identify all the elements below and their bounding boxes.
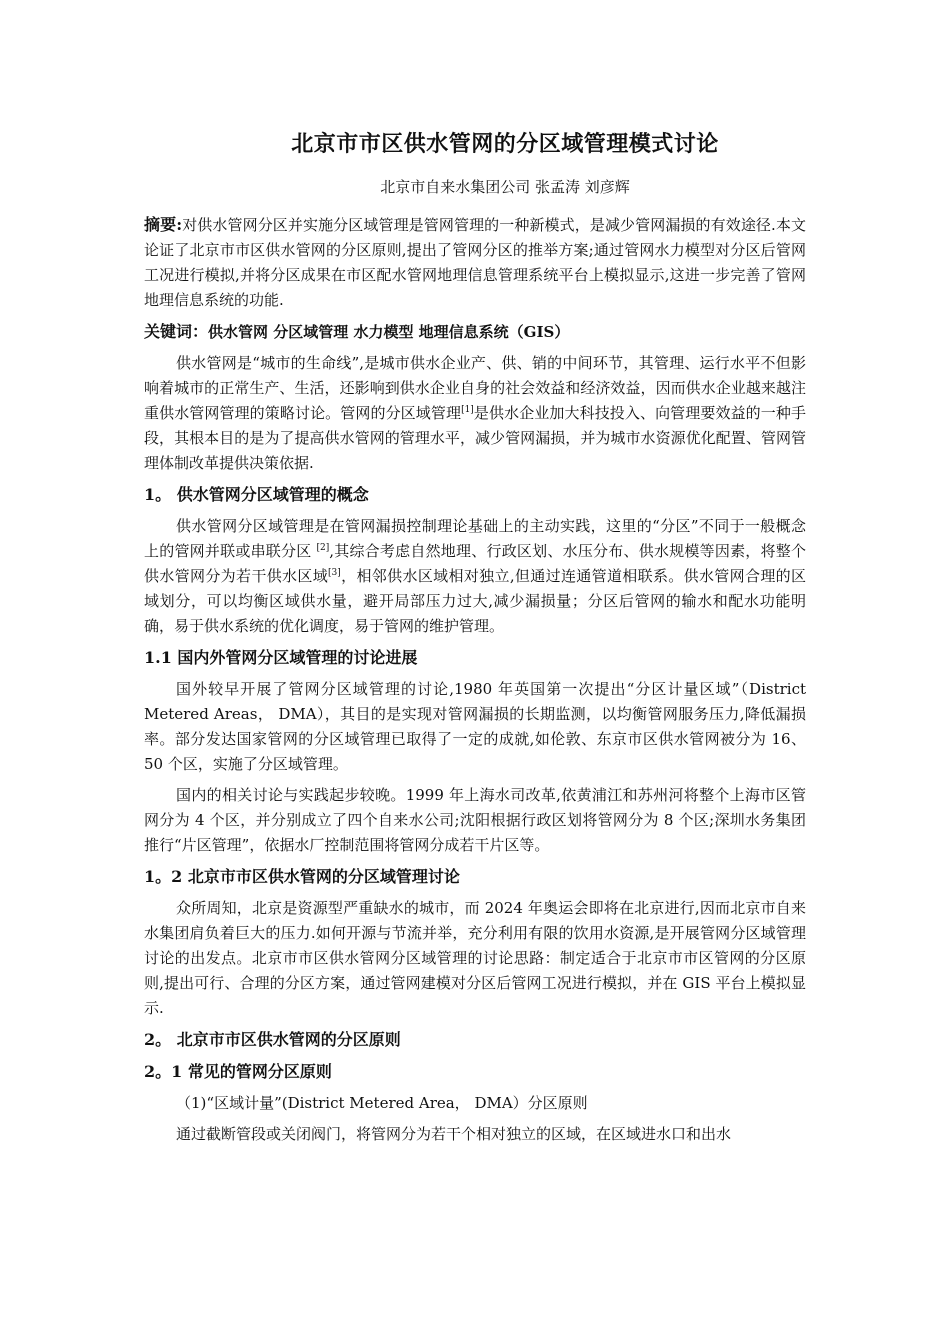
citation-3: [3]	[328, 568, 341, 578]
citation-2: [2]	[316, 543, 330, 553]
citation-1: [1]	[461, 405, 474, 415]
section-1-text-a: 供水管网分区域管理是在管网漏损控制理论基础上的主动实践，这里的“分区”不同于一般概念上的管网并联或串联分区	[144, 517, 806, 560]
section-2-heading: 2。 北京市市区供水管网的分区原则	[144, 1030, 401, 1049]
section-1-paragraph	[144, 514, 806, 639]
paper-content	[144, 126, 806, 1153]
paper-title: 北京市市区供水管网的分区域管理模式讨论	[291, 131, 719, 157]
abstract-text: 对供水管网分区并实施分区域管理是管网管理的一种新模式，是减少管网漏损的有效途径.本文论证了北京市市区供水管网的分区原则,提出了管网分区的推举方案;通过管网水力模型对分区后管网工况进行模拟,并将分区成果在市区配水管网地理信息管理系统平台上模拟显示,这进一步完善了管网地理信息系统的功能.	[144, 216, 806, 309]
abstract	[144, 212, 806, 313]
intro-paragraph	[144, 351, 806, 476]
section-2-1-heading: 2。1 常见的管网分区原则	[144, 1062, 332, 1081]
section-1-text-c: ，相邻供水区域相对独立,但通过连通管道相联系。供水管网合理的区域划分，可以均衡区域供水量，避开局部压力过大,减少漏损量；分区后管网的输水和配水功能明确，易于供水系统的优化调度，易于管网的维护管理。	[144, 567, 806, 635]
section-1-1-paragraph-1: 国外较早开展了管网分区域管理的讨论,1980 年英国第一次提出“分区计量区域”（District Metered Areas， DMA），其目的是实现对管网漏损的长期监测，以均衡管网服务压力,降低漏损率。部分发达国家管网的分区域管理已取得了一定的成就,如伦敦、东京市区供水管网被分为 16、50 个区，实施了分区域管理。	[144, 680, 806, 773]
abstract-label: 摘要:	[144, 215, 183, 234]
section-1-1-heading: 1.1 国内外管网分区域管理的讨论进展	[144, 648, 418, 667]
keywords	[144, 319, 806, 345]
intro-text-b: 是供水企业加大科技投入、向管理要效益的一种手段，其根本目的是为了提高供水管网的管理水平，减少管网漏损，并为城市水资源优化配置、管网管理体制改革提供决策依据.	[144, 404, 806, 472]
section-1-1-paragraph-2: 国内的相关讨论与实践起步较晚。1999 年上海水司改革,依黄浦江和苏州河将整个上海市区管网分为 4 个区，并分别成立了四个自来水公司;沈阳根据行政区划将管网分为 8 个区;深圳水务集团推行“片区管理”，依据水厂控制范围将管网分成若干片区等。	[144, 786, 806, 854]
section-1-heading: 1。 供水管网分区域管理的概念	[144, 485, 369, 504]
section-2-1-item-1: （1)“区域计量”(District Metered Area， DMA）分区原则	[176, 1094, 588, 1112]
section-1-2-heading: 1。2 北京市市区供水管网的分区域管理讨论	[144, 867, 460, 886]
keywords-label: 关键词：	[144, 322, 209, 341]
section-1-2-paragraph: 众所周知，北京是资源型严重缺水的城市，而 2024 年奥运会即将在北京进行,因而北京市自来水集团肩负着巨大的压力.如何开源与节流并举，充分利用有限的饮用水资源,是开展管网分区域管理讨论的出发点。北京市市区供水管网分区域管理的讨论思路：制定适合于北京市市区管网的分区原则,提出可行、合理的分区方案，通过管网建模对分区后管网工况进行模拟，并在 GIS 平台上模拟显示.	[144, 899, 806, 1017]
section-2-1-paragraph: 通过截断管段或关闭阀门，将管网分为若干个相对独立的区域，在区域进水口和出水	[176, 1125, 732, 1143]
keywords-text: 供水管网 分区域管理 水力模型 地理信息系统（GIS）	[208, 323, 570, 341]
intro-text-a: 供水管网是“城市的生命线”,是城市供水企业产、供、销的中间环节，其管理、运行水平不但影响着城市的正常生产、生活，还影响到供水企业自身的社会效益和经济效益，因而供水企业越来越注重供水管网管理的策略讨论。管网的分区域管理	[144, 354, 806, 422]
paper-authors: 北京市自来水集团公司 张孟涛 刘彦辉	[380, 178, 630, 196]
section-1-text-b: ,其综合考虑自然地理、行政区划、水压分布、供水规模等因素，将整个供水管网分为若干供水区域	[144, 542, 806, 585]
